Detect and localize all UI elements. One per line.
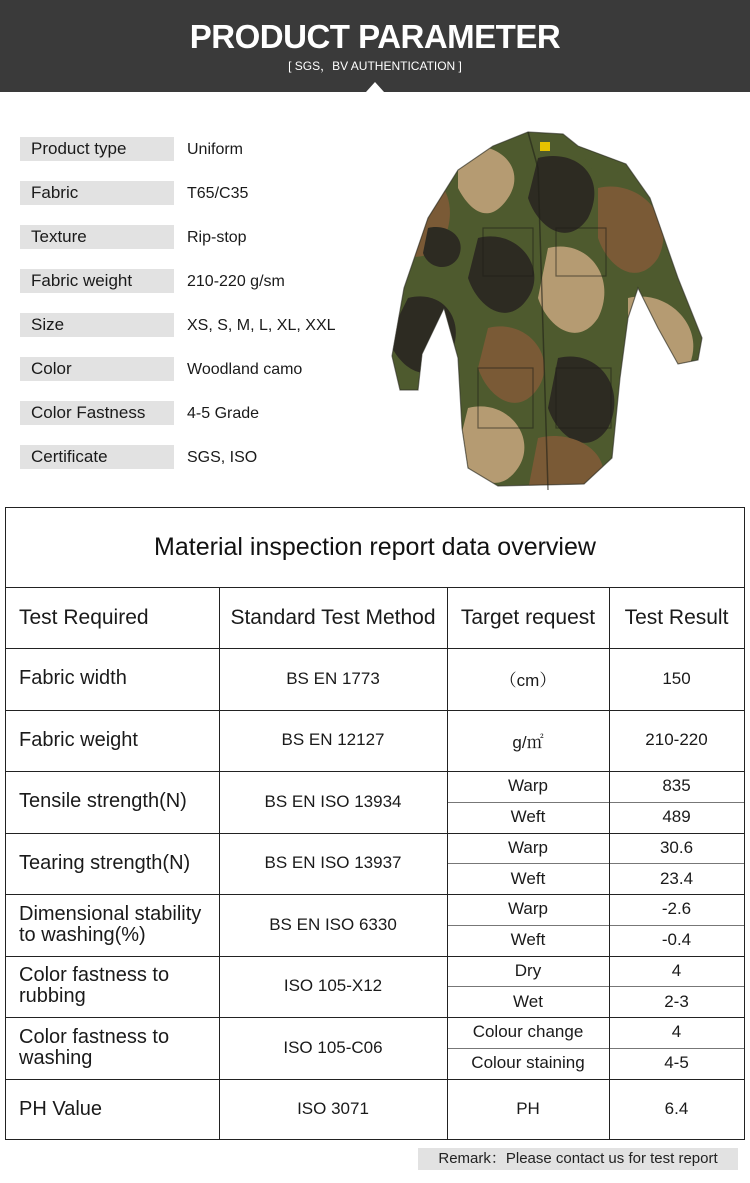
test-result-cell: 150	[662, 668, 691, 688]
test-name-cell: Color fastness to rubbing	[19, 964, 170, 1008]
test-method-cell: BS EN 12127	[281, 730, 385, 750]
target-request-cell: Warp	[508, 899, 548, 919]
parameter-row	[20, 225, 360, 249]
column-header: Target request	[460, 605, 596, 629]
header-banner	[0, 0, 750, 92]
test-result-cell: 23.4	[659, 868, 694, 888]
parameter-value: Woodland camo	[187, 361, 303, 378]
parameter-label: Fabric	[20, 181, 174, 205]
test-name-cell: Dimensional stability to washing(%)	[19, 902, 202, 946]
test-result-cell: 30.6	[659, 837, 694, 857]
parameter-row	[20, 357, 360, 381]
target-request-cell: g/㎡	[512, 732, 544, 752]
parameter-value: XS, S, M, L, XL, XXL	[187, 317, 336, 334]
parameter-label: Certificate	[20, 445, 174, 469]
remark-note: Remark：Please contact us for test report	[418, 1148, 738, 1170]
test-name-cell: PH Value	[19, 1097, 103, 1120]
target-request-cell: Warp	[508, 837, 548, 857]
parameter-value: Rip-stop	[187, 229, 247, 246]
parameter-value: 210-220 g/sm	[187, 273, 285, 290]
parameter-value: T65/C35	[187, 185, 249, 202]
column-header: Test Result	[624, 605, 729, 629]
parameter-label: Color	[20, 357, 174, 381]
test-name-cell: Tensile strength(N)	[19, 790, 187, 813]
parameter-row	[20, 181, 360, 205]
test-result-cell: 210-220	[645, 730, 708, 750]
column-header: Test Required	[19, 606, 149, 629]
test-method-cell: ISO 105-X12	[283, 976, 383, 996]
test-result-cell: 4	[671, 960, 682, 980]
test-result-cell: 6.4	[664, 1099, 689, 1119]
page-title: PRODUCT PARAMETER	[189, 18, 561, 55]
test-method-cell: BS EN ISO 13937	[264, 853, 402, 873]
header-notch	[366, 82, 384, 92]
target-request-cell: Weft	[510, 868, 546, 888]
parameter-row	[20, 401, 360, 425]
test-name-cell: Tearing strength(N)	[19, 851, 191, 874]
test-result-cell: 4-5	[664, 1053, 689, 1073]
test-name-cell: Fabric weight	[19, 728, 138, 751]
test-result-cell: 2-3	[664, 991, 689, 1011]
parameter-label: Color Fastness	[20, 401, 174, 425]
parameter-row	[20, 269, 360, 293]
test-result-cell: 489	[662, 807, 691, 827]
parameter-row	[20, 137, 360, 161]
table-subline	[447, 802, 744, 803]
parameter-label: Product type	[20, 137, 174, 161]
parameter-value: 4-5 Grade	[187, 405, 260, 422]
table-subline	[447, 1048, 744, 1049]
target-request-cell: Warp	[508, 776, 548, 796]
test-result-cell: -2.6	[661, 899, 692, 919]
parameter-value: Uniform	[187, 141, 244, 158]
test-method-cell: BS EN ISO 13934	[264, 791, 402, 811]
table-subline	[447, 986, 744, 987]
target-request-cell: Colour change	[472, 1022, 584, 1042]
test-name-cell: Color fastness to washing	[19, 1025, 170, 1069]
parameter-label: Texture	[20, 225, 174, 249]
parameter-label: Size	[20, 313, 174, 337]
parameter-row	[20, 445, 360, 469]
test-result-cell: 4	[671, 1022, 682, 1042]
target-request-cell: （cm）	[499, 671, 557, 691]
page-subtitle: [ SGS，BV AUTHENTICATION ]	[288, 59, 462, 73]
test-method-cell: BS EN ISO 6330	[269, 914, 397, 934]
table-column-line	[609, 587, 610, 1140]
test-name-cell: Fabric width	[19, 667, 127, 690]
target-request-cell: Weft	[510, 807, 546, 827]
target-request-cell: Wet	[513, 991, 543, 1011]
table-subline	[447, 863, 744, 864]
test-method-cell: ISO 3071	[297, 1099, 369, 1119]
target-request-cell: PH	[516, 1099, 540, 1119]
camo-jacket-image	[388, 128, 710, 490]
parameter-value: SGS, ISO	[187, 449, 258, 466]
inspection-report-table	[5, 507, 745, 1140]
report-title: Material inspection report data overview	[154, 533, 596, 561]
test-method-cell: ISO 105-C06	[283, 1037, 383, 1057]
table-subline	[447, 925, 744, 926]
test-method-cell: BS EN 1773	[286, 668, 380, 688]
target-request-cell: Colour staining	[471, 1053, 585, 1073]
column-header: Standard Test Method	[230, 605, 436, 629]
target-request-cell: Dry	[514, 960, 542, 980]
parameter-row	[20, 313, 360, 337]
target-request-cell: Weft	[510, 930, 546, 950]
table-column-line	[219, 587, 220, 1140]
test-result-cell: -0.4	[661, 930, 692, 950]
test-result-cell: 835	[662, 776, 691, 796]
table-column-line	[447, 587, 448, 1140]
parameter-label: Fabric weight	[20, 269, 174, 293]
